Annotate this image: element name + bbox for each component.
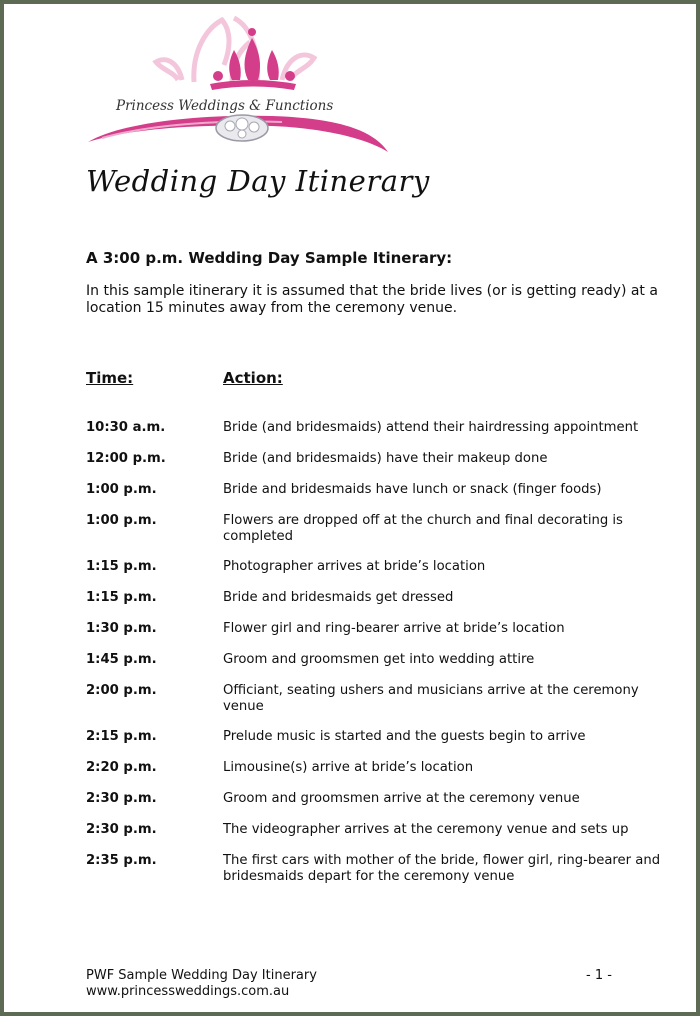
row-action: Bride and bridesmaids get dressed — [223, 590, 454, 605]
document-page — [4, 4, 696, 1012]
footer — [86, 968, 317, 1000]
row-action: Flower girl and ring-bearer arrive at bride’s location — [223, 621, 565, 636]
row-time: 2:15 p.m. — [86, 729, 157, 744]
row-action: The videographer arrives at the ceremony venue and sets up — [223, 822, 629, 837]
row-action: Flowers are dropped off at the church and final decorating is completed — [223, 513, 623, 544]
row-time: 1:30 p.m. — [86, 621, 157, 636]
intro-paragraph: In this sample itinerary it is assumed that the bride lives (or is getting ready) at a location 15 minutes away from the ceremony venue. — [86, 283, 658, 316]
row-action: The first cars with mother of the bride, flower girl, ring-bearer and bridesmaids depart for the ceremony venue — [223, 853, 661, 884]
row-time: 10:30 a.m. — [86, 420, 166, 435]
row-time: 2:00 p.m. — [86, 683, 157, 698]
action-column-header: Action: — [223, 369, 283, 387]
row-time: 2:35 p.m. — [86, 853, 157, 868]
row-action: Bride and bridesmaids have lunch or snack (finger foods) — [223, 482, 602, 497]
row-action: Groom and groomsmen get into wedding attire — [223, 652, 535, 667]
princess-crown-logo — [82, 10, 394, 168]
row-time: 2:30 p.m. — [86, 791, 157, 806]
jewel-icon — [216, 115, 268, 141]
row-action: Bride (and bridesmaids) attend their hairdressing appointment — [223, 420, 639, 435]
row-time: 2:20 p.m. — [86, 760, 157, 775]
footer-url: www.princessweddings.com.au — [86, 984, 290, 999]
brand-name: Princess Weddings & Functions — [116, 98, 334, 114]
row-action: Bride (and bridesmaids) have their makeup done — [223, 451, 548, 466]
time-column-header: Time: — [86, 369, 134, 387]
itinerary-heading: A 3:00 p.m. Wedding Day Sample Itinerary: — [86, 249, 453, 267]
row-time: 1:00 p.m. — [86, 513, 157, 528]
script-title: Wedding Day Itinerary — [86, 164, 430, 198]
row-action: Limousine(s) arrive at bride’s location — [223, 760, 474, 775]
row-action: Groom and groomsmen arrive at the ceremony venue — [223, 791, 580, 806]
row-time: 1:45 p.m. — [86, 652, 157, 667]
footer-title: PWF Sample Wedding Day Itinerary — [86, 968, 317, 983]
row-action: Prelude music is started and the guests begin to arrive — [223, 729, 586, 744]
row-time: 1:00 p.m. — [86, 482, 157, 497]
row-time: 1:15 p.m. — [86, 559, 157, 574]
row-time: 1:15 p.m. — [86, 590, 157, 605]
row-time: 12:00 p.m. — [86, 451, 166, 466]
row-action: Photographer arrives at bride’s location — [223, 559, 486, 574]
row-time: 2:30 p.m. — [86, 822, 157, 837]
row-action: Officiant, seating ushers and musicians arrive at the ceremony venue — [223, 683, 639, 714]
page-number: - 1 - — [586, 968, 612, 983]
